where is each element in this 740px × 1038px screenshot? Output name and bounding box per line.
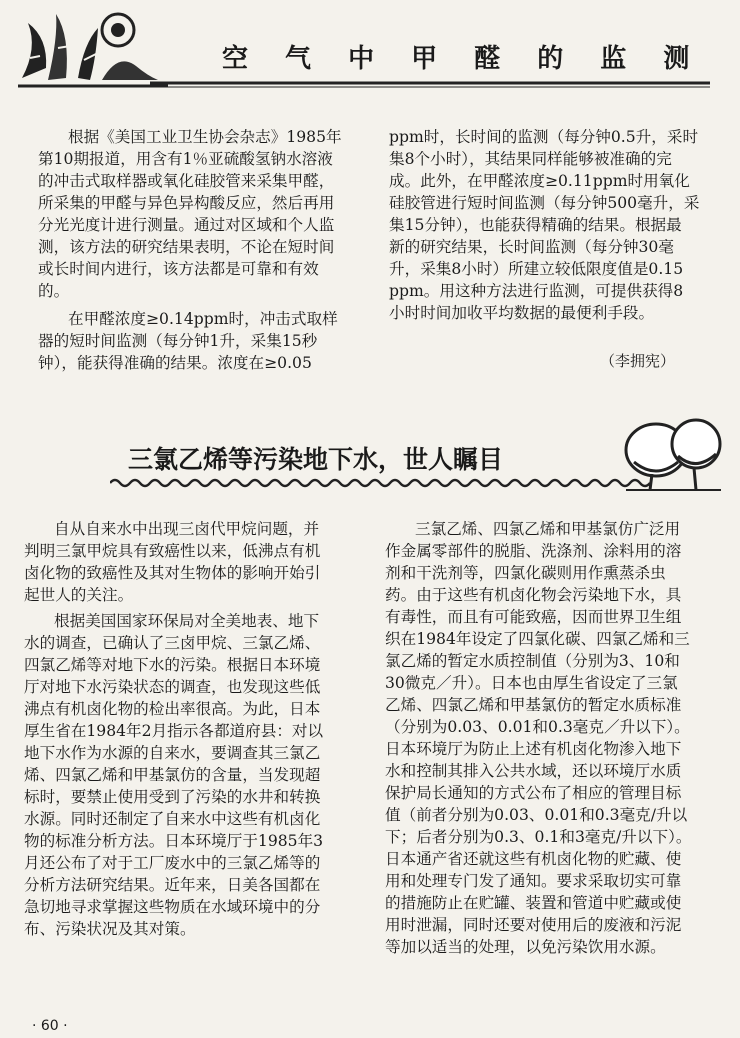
text-line: 氯乙烯的暂定水质控制值（分别为3、10和 bbox=[385, 652, 680, 670]
text-line: 新的研究结果，长时间监测（每分钟30毫 bbox=[389, 238, 674, 256]
article1-column-left bbox=[38, 126, 358, 374]
text-line: 水源。同时还制定了自来水中这些有机卤化 bbox=[24, 810, 321, 828]
text-line: 卤化物的致癌性及其对生物体的影响开始引 bbox=[24, 564, 321, 582]
text-line: 根据美国国家环保局对全美地表、地下 bbox=[54, 612, 320, 630]
mushroom-illustration bbox=[616, 410, 726, 492]
text-line: 的冲击式取样器或氧化硅胶管来采集甲醛， bbox=[38, 172, 335, 190]
article2-title: 三氯乙烯等污染地下水，世人瞩目 bbox=[128, 445, 504, 474]
text-line: 集15分钟），也能获得精确的结果。根据最 bbox=[389, 216, 682, 234]
text-line: 小时时间加收平均数据的最便利手段。 bbox=[389, 304, 655, 322]
text-line: 所采集的甲醛与异色异构酸反应，然后再用 bbox=[38, 194, 335, 212]
text-line: 判明三氯甲烷具有致癌性以来，低沸点有机 bbox=[24, 542, 321, 560]
header-illustration bbox=[18, 8, 168, 90]
text-line: 自从自来水中出现三卤代甲烷问题，并 bbox=[54, 520, 320, 538]
text-line: ppm。用这种方法进行监测，可提供获得8 bbox=[389, 282, 684, 300]
text-line: 用时泄漏，同时还要对使用后的废液和污泥 bbox=[385, 916, 682, 934]
text-line: 日本环境厅为防止上述有机卤化物渗入地下 bbox=[385, 740, 682, 758]
text-line: 厅对地下水污染状态的调查，也发现这些低 bbox=[24, 678, 321, 696]
text-line: 布、污染状况及其对策。 bbox=[24, 920, 196, 938]
text-line: 的。 bbox=[38, 282, 70, 300]
text-line: 分光光度计进行测量。通过对区域和个人监 bbox=[38, 216, 335, 234]
text-line: 地下水作为水源的自来水，要调查其三氯乙 bbox=[24, 744, 321, 762]
text-line: 硅胶管进行短时间监测（每分钟500毫升，采 bbox=[389, 194, 700, 212]
text-line: 在甲醛浓度≥0.14ppm时，冲击式取样 bbox=[68, 310, 338, 328]
text-line: 沸点有机卤化物的检出率很高。为此，日本 bbox=[24, 700, 321, 718]
text-line: 标时，要禁止使用受到了污染的水井和转换 bbox=[24, 788, 321, 806]
text-line: 剂和干洗剂等，四氯化碳则用作熏蒸杀虫 bbox=[385, 564, 666, 582]
author-credit: （李拥宪） bbox=[600, 352, 676, 370]
text-line: 升，采集8小时）所建立较低限度值是0.15 bbox=[389, 260, 684, 278]
text-line: 下；后者分别为0.3、0.1和3毫克/升以下）。 bbox=[385, 828, 692, 846]
text-line: 日本通产省还就这些有机卤化物的贮藏、使 bbox=[385, 850, 682, 868]
article1-column-right bbox=[389, 126, 719, 324]
text-line: 三氯乙烯、四氯乙烯和甲基氯仿广泛用 bbox=[415, 520, 681, 538]
text-line: 厚生省在1984年2月指示各都道府县：对以 bbox=[24, 722, 324, 740]
text-line: 起世人的关注。 bbox=[24, 586, 134, 604]
text-line: 织在1984年设定了四氯化碳、四氯乙烯和三 bbox=[385, 630, 690, 648]
text-line: 保护局长通知的方式公布了相应的管理目标 bbox=[385, 784, 682, 802]
text-line: 药。由于这些有机卤化物会污染地下水，具 bbox=[385, 586, 682, 604]
wavy-underline bbox=[110, 476, 650, 490]
text-line: 四氯乙烯等对地下水的污染。根据日本环境 bbox=[24, 656, 321, 674]
article1-title: 空 气 中 甲 醛 的 监 测 bbox=[222, 44, 704, 74]
text-line: 乙烯、四氯乙烯和甲基氯仿的暂定水质标准 bbox=[385, 696, 682, 714]
text-line: 水和控制其排入公共水域，还以环境厅水质 bbox=[385, 762, 682, 780]
text-line: 30微克／升）。日本也由厚生省设定了三氯 bbox=[385, 674, 678, 692]
text-line: 值（前者分别为0.03、0.01和0.3毫克/升以 bbox=[385, 806, 688, 824]
text-line: 器的短时间监测（每分钟1升，采集15秒 bbox=[38, 332, 318, 350]
text-line: 月还公布了对于工厂废水中的三氯乙烯等的 bbox=[24, 854, 321, 872]
text-line: 或长时间内进行，该方法都是可靠和有效 bbox=[38, 260, 319, 278]
text-line: 第10期报道，用含有1％亚硫酸氢钠水溶液 bbox=[38, 150, 333, 168]
text-line: 测，该方法的研究结果表明，不论在短时间 bbox=[38, 238, 335, 256]
text-line: 钟），能获得准确的结果。浓度在≥0.05 bbox=[38, 354, 312, 372]
article2-column-right bbox=[385, 518, 725, 958]
text-line: 根据《美国工业卫生协会杂志》1985年 bbox=[68, 128, 342, 146]
text-line: 用和处理专门发了通知。要求采取切实可靠 bbox=[385, 872, 682, 890]
text-line: （分别为0.03、0.01和0.3毫克／升以下）。 bbox=[385, 718, 690, 736]
text-line: 分析方法研究结果。近年来，日美各国都在 bbox=[24, 876, 321, 894]
text-line: 水的调查，已确认了三卤甲烷、三氯乙烯、 bbox=[24, 634, 321, 652]
text-line: 的措施防止在贮罐、装置和管道中贮藏或使 bbox=[385, 894, 682, 912]
text-line: 等加以适当的处理，以免污染饮用水源。 bbox=[385, 938, 666, 956]
page-number: · 60 · bbox=[32, 1018, 68, 1034]
article2-column-left bbox=[24, 518, 364, 940]
text-line: 集8个小时），其结果同样能够被准确的完 bbox=[389, 150, 672, 168]
text-line: 物的标准分析方法。日本环境厅于1985年3 bbox=[24, 832, 324, 850]
text-line: 烯、四氯乙烯和甲基氯仿的含量，当发现超 bbox=[24, 766, 321, 784]
title-underline bbox=[150, 78, 710, 88]
text-line: 有毒性，而且有可能致癌，因而世界卫生组 bbox=[385, 608, 682, 626]
text-line: 成。此外，在甲醛浓度≥0.11ppm时用氧化 bbox=[389, 172, 690, 190]
text-line: 作金属零部件的脱脂、洗涤剂、涂料用的溶 bbox=[385, 542, 682, 560]
text-line: ppm时，长时间的监测（每分钟0.5升，采时 bbox=[389, 128, 699, 146]
text-line: 急切地寻求掌握这些物质在水域环境中的分 bbox=[24, 898, 321, 916]
